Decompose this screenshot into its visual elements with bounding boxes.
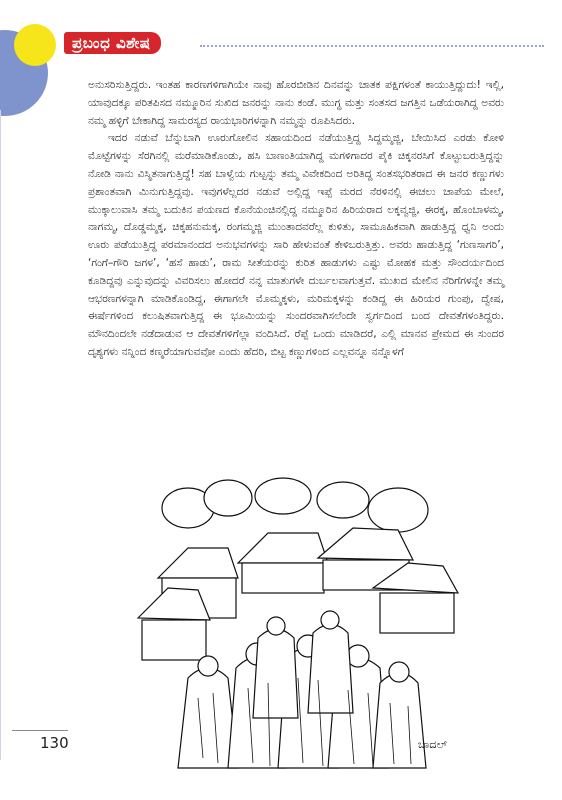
- tree-canopy: [204, 480, 252, 516]
- elder-figure: [373, 673, 426, 768]
- page-number: 130: [40, 734, 69, 752]
- section-title: ಪ್ರಬಂಧ ವಿಶೇಷ: [72, 34, 151, 52]
- elder-head: [389, 662, 409, 682]
- elder-head: [267, 617, 285, 635]
- house-wall: [142, 620, 206, 660]
- house-wall: [380, 593, 454, 633]
- elder-head: [198, 656, 218, 676]
- page-left-border: [0, 110, 1, 760]
- article-paragraph-1: ಅನುಸರಿಸುತ್ತಿದ್ದರು. ಇಂತಹ ಕಾರಣಗಳಿಗಾಗಿಯೇ ನಾವು ಹೊರಬೀಡಿನ ದಿನವನ್ನು ಚಾತಕ ಪಕ್ಷಿಗಳಂತೆ ಕಾಯುತ್ತಿದ್ದುದು! ಇಲ್ಲಿ, ಯಾವುದಕ್ಕೂ ಪರಿತಪಿಸದ ನಮ್ಮೂರಿನ ಸುಖಿದ ಜನರನ್ನು ನಾನು ಕಂಡೆ. ಮುಗ್ಧ ಮತ್ತು ಸಂತಸದ ಜಗತ್ತಿನ ಒಡೆಯರಾಗಿದ್ದ ಅವರು ನಮ್ಮ ಹಳ್ಳಿಗೆ ಬೇಕಾಗಿದ್ದ ಸಾಮರಸ್ಯದ ರಾಯಭಾರಿಗಳನ್ನಾಗಿ ನಮ್ಮನ್ನು ರೂಪಿಸಿದರು.: [88, 79, 504, 127]
- village-elders-illustration: [118, 468, 474, 774]
- house-roof: [158, 548, 238, 578]
- elder-head: [321, 611, 339, 629]
- elder-figure: [308, 625, 353, 714]
- tree-canopy: [255, 478, 311, 514]
- article-paragraph-2: ಇದರ ನಡುವೆ ಬೆನ್ನುಬಾಗಿ ಊರುಗೋಲಿನ ಸಹಾಯದಿಂದ ನಡೆಯುತ್ತಿದ್ದ ಸಿದ್ದಮ್ಮಜ್ಜಿ, ಬೇಯಿಸಿದ ಎರಡು ಕೋಳಿ ಮೊಟ್ಟೆಗಳನ್ನು ಸೆರಗಿನಲ್ಲಿ ಮರೆಮಾಡಿಕೊಂಡು, ಹಸಿ ಬಾಣಂತಿಯಾಗಿದ್ದ ಮಗಳಿಗಾದರ ಪೈಕಿ ಚಿಕ್ಕನರಸಿಗೆ ಕೊಟ್ಟುಬರುತ್ತಿದ್ದನ್ನು ನೋಡಿ ನಾನು ವಿಸ್ಮಿತನಾಗುತ್ತಿದ್ದೆ! ಸಹ ಬಾಳ್ವೆಯ ಗುಟ್ಟನ್ನು ತಮ್ಮ ವಿವೇಕದಿಂದ ಅರಿತಿದ್ದ ಸಂತಸಭರಿತರಾದ ಈ ಜನರ ಕಣ್ಣುಗಳು ಪ್ರಶಾಂತವಾಗಿ ಮಿನುಗುತ್ತಿದ್ದವು. ಇವುಗಳೆಲ್ಲದರ ನಡುವೆ ಅಲ್ಲಿದ್ದ ಇಪ್ಪೆ ಮರದ ನೆರಳಿನಲ್ಲಿ ಈಚಲು ಚಾಪೆಯ ಮೇಲೆ, ಮುಕ್ಕಾಲುವಾಸಿ ತಮ್ಮ ಬದುಕಿನ ಪಯಣದ ಕೊನೆಯಂಚಿನಲ್ಲಿದ್ದ ನಮ್ಮೂರಿನ ಹಿರಿಯರಾದ ಲಕ್ಕವ್ವಜ್ಜಿ, ಈರಕ್ಕ, ಹೊಂಬಾಳಮ್ಮ, ನಾಗಮ್ಮ, ದೊಡ್ಡಮ್ಮಕ್ಕ, ಚಿಕ್ಕಹನುಮಕ್ಕ, ರಂಗಮ್ಮಜ್ಜಿ ಮುಂತಾದವರೆಲ್ಲ ಕುಳಿತು, ಸಾಮೂಹಿಕವಾಗಿ ಹಾಡುತ್ತಿದ್ದ ಧ್ವನಿ ಅಂದು ಊರು ಪಡೆಯುತ್ತಿದ್ದ ಪರಮಾನಂದದ ಅನುಭವಗಳನ್ನು ಸಾರಿ ಹೇಳುವಂತೆ ಕೇಳಿಬರುತ್ತಿತ್ತು. ಅವರು ಹಾಡುತ್ತಿದ್ದ ‘ಗುಣಸಾಗರಿ’, ‘ಗಂಗೆ–ಗೌರಿ ಜಗಳ’, ‘ಹಸೆ ಹಾಡು’, ರಾಮ ಸೀತೆಯರನ್ನು ಕುರಿತ ಹಾಡುಗಳು ಎಷ್ಟು ಮೋಹಕ ಮತ್ತು ಸೌಂದರ್ಯದಿಂದ ಕೂಡಿದ್ದವು ಎನ್ನುವುದನ್ನು ವಿವರಿಸಲು ಹೋದರೆ ನನ್ನ ಮಾತುಗಳೇ ದುರ್ಬಲವಾಗುತ್ತವೆ. ಮುಖದ ಮೇಲಿನ ನೆರಿಗೆಗಳನ್ನೇ ತಮ್ಮ ಆಭರಣಗಳನ್ನಾಗಿ ಮಾಡಿಕೊಂಡಿದ್ದ, ಈಗಾಗಲೇ ಮೊಮ್ಮಕ್ಕಳು, ಮರಿಮಕ್ಕಳನ್ನು ಕಂಡಿದ್ದ ಈ ಹಿರಿಯರ ಗುಂಪು, ದ್ವೇಷ, ಈರ್ಷೆಗಳಿಂದ ಕಲುಷಿತವಾಗುತ್ತಿದ್ದ ಈ ಭೂಮಿಯನ್ನು ಸುಂದರವಾಗಿಸಲೆಂದೇ ಸ್ವರ್ಗದಿಂದ ಬಂದ ದೇವತೆಗಳಂತಿದ್ದರು. ಮೌನದಿಂದಲೇ ನಡೆದಾಡುವ ಆ ದೇವತೆಗಳಿಗೆಲ್ಲಾ ವಂದಿಸಿದೆ. ರೆಪ್ಪೆ ಒಂದು ಮಾಡಿದರೆ, ಎಲ್ಲಿ ಮಾನವ ಪ್ರೇಮದ ಈ ಸುಂದರ ದೃಶ್ಯಗಳು ನನ್ನಿಂದ ಕಣ್ಮರೆಯಾಗುವವೋ ಎಂದು ಹೆದರಿ, ಬಿಟ್ಟ ಕಣ್ಣುಗಳಿಂದ ಎಲ್ಲವನ್ನೂ ನನ್ನೊಳಗೆ: [88, 132, 504, 358]
- house-roof: [238, 533, 328, 563]
- tree-canopy: [368, 488, 428, 532]
- house-roof: [138, 588, 210, 620]
- elder-figure: [253, 629, 298, 718]
- house-roof: [318, 528, 413, 560]
- article-body: [88, 77, 504, 362]
- section-title-tab: [64, 32, 161, 54]
- corner-decoration-yellow-circle: [14, 24, 56, 66]
- tree-canopy: [317, 482, 369, 518]
- page-number-rule: [12, 730, 68, 731]
- house-wall: [242, 563, 324, 593]
- header-dotted-rule: [200, 45, 544, 47]
- artist-signature: ಬಾದಲ್: [418, 738, 448, 751]
